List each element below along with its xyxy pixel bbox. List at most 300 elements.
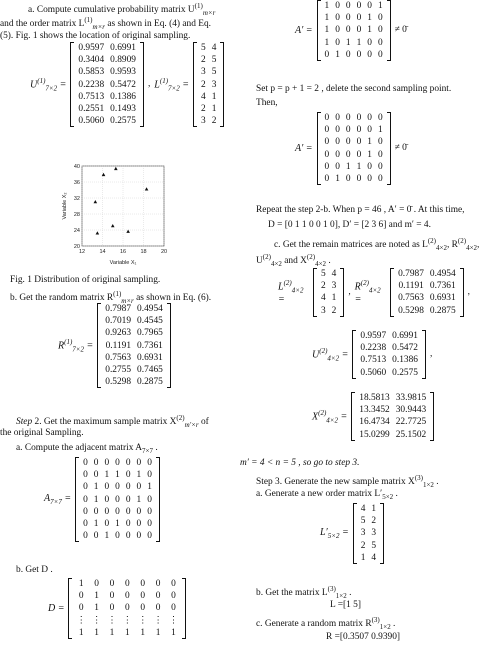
matrix-row	[357, 330, 421, 342]
matrix-cell: 2	[331, 305, 337, 316]
matrix-cell: 1	[93, 519, 99, 530]
set-p-line: Set p = p + 1 = 2 , delete the second sampling point.	[256, 84, 452, 94]
matrix-cell: 0.9593	[110, 67, 136, 78]
matrix-a	[75, 457, 160, 542]
matrix-cell: 1	[356, 161, 362, 172]
matrix-row	[395, 268, 459, 280]
matrix-cell: 0	[377, 49, 383, 60]
data-point-marker	[96, 231, 100, 234]
matrix-cell: 0	[109, 591, 115, 602]
matrix-row	[322, 124, 386, 136]
matrix-x42	[351, 392, 434, 441]
matrix-cell: 0	[78, 603, 84, 614]
matrix-cell: 0	[115, 506, 120, 517]
matrix-cell: 0	[335, 113, 340, 123]
matrix-row	[80, 457, 155, 469]
matrix-cell: 1	[211, 91, 217, 102]
matrix-cell: 1	[331, 293, 337, 304]
matrix-cell: 0.7513	[78, 91, 105, 102]
matrix-cell: 0	[93, 470, 99, 481]
then-line: Then,	[256, 98, 278, 108]
matrix-row	[198, 54, 219, 66]
matrix-cell: ⋮	[137, 615, 148, 626]
paragraph-c-line2: $U^{(2)}_{4\times 2}$ and $X^{(2)}_{4\times 2}$ .	[256, 253, 331, 268]
matrix-cell: 1	[93, 482, 99, 493]
scatter-plot	[60, 160, 170, 268]
matrix-row	[358, 503, 379, 515]
matrix-cell: 15.0299	[359, 429, 390, 440]
y-tick-label: 28	[73, 212, 80, 218]
matrix-cell: 0	[136, 458, 142, 468]
matrix-cell: 0	[367, 37, 372, 48]
matrix-r42	[390, 268, 464, 317]
matrix-cell: 0	[124, 591, 130, 602]
matrix-cell: 0.6931	[137, 352, 163, 363]
matrix-cell: 0	[367, 125, 372, 136]
matrix-l	[193, 42, 224, 127]
matrix-cell: 0	[324, 113, 330, 123]
matrix-row	[75, 42, 139, 54]
matrix-cell: 0.9263	[105, 328, 132, 339]
matrix-row	[356, 404, 429, 416]
a-prime-equation-1: A′ = 1 0 0 0 0 1 1 0 0 0 1 0 1 0 0 0 1 0 1 0 1 1 0 0 0 1 0 0 0 0 ≠ 0̄	[295, 1, 407, 60]
matrix-r	[97, 303, 171, 388]
matrix-row	[198, 66, 219, 78]
matrix-cell: 0	[147, 531, 152, 542]
matrix-l42	[313, 268, 344, 317]
matrix-cell: 13.3452	[359, 405, 390, 416]
matrix-cell: 3	[331, 281, 337, 292]
matrix-row	[356, 416, 429, 428]
x-tick-label: 20	[160, 249, 168, 255]
matrix-cell: 0	[109, 579, 115, 589]
y-tick-label: 40	[73, 164, 80, 170]
x-tick-label: 14	[99, 249, 106, 255]
matrix-cell: ⋮	[91, 615, 102, 626]
paragraph-c-line1: c. Get the remain matrices are noted as $L^{(2)}_{4\times 2}$, $R^{(2)}_{4\times 2}$	[274, 237, 478, 252]
matrix-cell: 4	[371, 552, 377, 563]
matrix-cell: 0	[124, 579, 130, 589]
matrix-cell: 1	[345, 37, 351, 48]
matrix-cell: 0	[356, 25, 362, 36]
matrix-cell: 0	[125, 531, 131, 542]
matrix-cell: 0.5472	[392, 343, 418, 354]
matrix-cell: 1	[367, 149, 372, 160]
matrix-cell: 0	[140, 579, 146, 589]
matrix-cell: 0	[93, 506, 99, 517]
l3-value: L =[1 5]	[330, 600, 361, 610]
matrix-cell: 0.4954	[137, 304, 163, 314]
matrix-cell: 4	[201, 91, 206, 102]
matrix-cell: 0	[155, 603, 161, 614]
matrix-cell: 1	[324, 25, 330, 36]
matrix-row	[75, 91, 139, 103]
matrix-row	[102, 364, 166, 376]
data-point-marker	[102, 173, 106, 176]
matrix-cell: 1	[147, 482, 152, 493]
matrix-cell: 0.6991	[110, 43, 136, 53]
matrix-a-prime-1	[317, 0, 391, 61]
x-tick-label: 16	[119, 249, 127, 255]
matrix-cell: 2	[201, 104, 206, 115]
left-column	[0, 0, 237, 650]
matrix-cell: 1	[335, 174, 340, 185]
matrix-cell: 4	[320, 293, 326, 304]
matrix-cell: 1	[335, 49, 340, 60]
matrix-row	[73, 602, 181, 614]
matrix-row	[357, 367, 421, 379]
matrix-cell: 1	[171, 627, 176, 638]
matrix-row	[80, 481, 155, 493]
matrix-cell: 1	[377, 1, 383, 11]
matrix-cell: 1	[93, 494, 99, 505]
matrix-cell: 0	[147, 519, 152, 530]
matrix-cell: 2	[201, 79, 206, 90]
matrix-cell: 0	[377, 137, 383, 148]
matrix-cell: 0	[356, 13, 362, 24]
matrix-cell: 0	[93, 458, 99, 468]
matrix-cell: 0	[345, 174, 351, 185]
matrix-cell: 1	[324, 37, 330, 48]
matrix-cell: 0	[83, 531, 88, 542]
matrix-cell: 0	[377, 149, 383, 160]
matrix-cell: 2	[320, 281, 326, 292]
l-prime-equation: $L'_{5\times 2}$ = 4 1 5 2 3 3 2 5 1 4	[320, 503, 384, 564]
matrix-row	[198, 79, 219, 91]
matrix-cell: 0.7465	[137, 365, 163, 376]
matrix-cell: 2	[371, 516, 377, 527]
matrix-cell: ⋮	[168, 615, 179, 626]
matrix-row	[102, 327, 166, 339]
right-column	[240, 0, 478, 650]
matrix-row	[75, 54, 139, 66]
step3-line: Step 3. Generate the new sample matrix $X^{(3)}_{1\times 2}$ .	[256, 474, 439, 489]
repeat-line: Repeat the step 2-b. When p = 46 , A′ = 0̄ . At this time,	[256, 205, 465, 215]
matrix-cell: 0	[335, 25, 340, 36]
matrix-cell: 0	[78, 591, 84, 602]
matrix-u42	[352, 330, 426, 379]
matrix-row	[75, 115, 139, 127]
matrix-cell: 1	[140, 627, 146, 638]
matrix-cell: ⋮	[153, 615, 163, 626]
matrix-cell: 0	[136, 519, 142, 530]
matrix-u	[70, 42, 144, 127]
matrix-row	[73, 627, 181, 639]
matrix-row	[102, 340, 166, 352]
matrix-cell: 0.2755	[105, 365, 132, 376]
matrix-cell: 0	[335, 1, 340, 11]
matrix-row	[75, 66, 139, 78]
matrix-cell: 0	[377, 13, 383, 24]
matrix-cell: 0.1191	[398, 281, 424, 292]
matrix-row	[318, 305, 339, 317]
matrix-row	[322, 161, 386, 173]
step2-line1: Step 2. Get the maximum sample matrix $X^{(2)}_{m'\times r}$ of	[16, 414, 209, 429]
matrix-cell: 0	[377, 174, 383, 185]
matrix-cell: 0.2551	[78, 104, 105, 115]
step2-line2: the original Sampling.	[0, 428, 84, 438]
matrix-cell: 1	[104, 531, 110, 542]
r-equation: $R^{(1)}_{7\times 2}$ = 0.7987 0.4954 0.7019 0.4545 0.9263 0.7965 0.1191 0.7361 0.7563 0.6931 0.2755 0.7465 0.5298 0.2875	[58, 303, 171, 388]
matrix-row	[75, 103, 139, 115]
paragraph-a-line2: and the order matrix $L^{(1)}_{m\times r}$ as shown in Eq. (4) and Eq.	[0, 16, 212, 31]
matrix-cell: 0	[345, 125, 351, 136]
matrix-cell: 0.5060	[78, 116, 105, 127]
matrix-row	[357, 354, 421, 366]
matrix-row	[358, 552, 379, 564]
a-equation: $A_{7\times 7}$ = 0 0 0 0 0 0 0 0 0 1 1 0 1 0 0 1 0 0 0 0 1 0 1 0 0 0 1 0 0 0 0 0 0 0 0 0 1 0 1 0 0 0 0 0 1 0 0 0 0	[44, 457, 160, 542]
matrix-cell: 0	[147, 470, 152, 481]
matrix-cell: 0.7563	[398, 293, 424, 304]
data-point-marker	[145, 187, 149, 190]
a-prime-equation-2: A′ = 0 0 0 0 0 0 0 0 0 0 0 1 0 0 0 0 1 0 0 0 0 0 1 0 0 0 1 1 0 0 0 1 0 0 0 0 ≠ 0̄	[295, 113, 407, 185]
matrix-cell: 1	[104, 470, 110, 481]
matrix-cell: 0	[136, 482, 142, 493]
matrix-cell: 0	[377, 113, 383, 123]
matrix-cell: 18.5813	[359, 393, 390, 403]
matrix-cell: 0.6991	[392, 331, 418, 341]
matrix-cell: 0	[324, 125, 330, 136]
matrix-cell: 0	[115, 458, 120, 468]
matrix-cell: 0	[377, 161, 383, 172]
matrix-cell: 3	[201, 116, 206, 127]
matrix-cell: 5	[211, 55, 217, 66]
matrix-cell: 1	[115, 519, 120, 530]
matrix-a-prime-2	[317, 112, 391, 185]
matrix-cell: 0.5472	[110, 79, 136, 90]
matrix-cell: 0	[155, 579, 161, 589]
matrix-cell: 1	[211, 104, 217, 115]
matrix-cell: 0	[125, 519, 131, 530]
matrix-row	[102, 376, 166, 388]
y-tick-label: 36	[73, 180, 80, 186]
matrix-cell: 33.9815	[395, 393, 427, 403]
matrix-cell: ⋮	[122, 615, 132, 626]
data-point-marker	[111, 224, 115, 227]
data-point-marker	[114, 167, 118, 170]
matrix-row	[80, 530, 155, 542]
matrix-cell: 0	[115, 494, 120, 505]
matrix-cell: 1	[367, 25, 372, 36]
matrix-cell: 0	[356, 174, 362, 185]
matrix-cell: 1	[78, 627, 84, 638]
matrix-row	[358, 527, 379, 539]
matrix-cell: 1	[324, 13, 330, 24]
matrix-cell: 0	[140, 591, 146, 602]
matrix-row	[80, 518, 155, 530]
matrix-cell: 1	[136, 470, 142, 481]
matrix-row	[357, 342, 421, 354]
matrix-cell: 0	[93, 531, 99, 542]
matrix-cell: 0	[104, 458, 110, 468]
x-tick-label: 12	[78, 249, 86, 255]
matrix-cell: 1	[155, 627, 161, 638]
matrix-cell: 0	[377, 25, 383, 36]
x-remain-equation: $X^{(2)}_{4\times 2}$ = 18.5813 33.9815 13.3452 30.9443 16.4734 22.7725 15.0299 25.1502	[312, 392, 434, 441]
matrix-cell: 0.8909	[110, 55, 136, 66]
matrix-row	[102, 303, 166, 315]
matrix-cell: 0	[324, 174, 330, 185]
matrix-row	[322, 0, 386, 12]
matrix-cell: 2	[201, 55, 206, 66]
matrix-cell: 1	[115, 470, 120, 481]
matrix-cell: 0.7965	[137, 328, 163, 339]
matrix-row	[198, 103, 219, 115]
matrix-row	[73, 590, 181, 602]
y-tick-label: 24	[73, 228, 80, 234]
m-prime-line: m′ = 4 < n = 5 , so go to step 3.	[240, 458, 360, 468]
y-tick-label: 32	[73, 196, 80, 202]
matrix-cell: 0.1386	[110, 91, 136, 102]
paragraph-a-line3: (5). Fig. 1 shows the location of original sampling.	[0, 31, 191, 41]
matrix-cell: 1	[377, 125, 383, 136]
matrix-cell: 2	[211, 116, 217, 127]
matrix-cell: 0	[83, 506, 88, 517]
matrix-cell: 0	[377, 37, 383, 48]
matrix-cell: 0	[171, 591, 176, 602]
matrix-cell: 0	[136, 506, 142, 517]
matrix-cell: 0	[83, 519, 88, 530]
matrix-row	[75, 79, 139, 91]
matrix-l-prime	[353, 503, 384, 564]
matrix-cell: 0	[125, 482, 131, 493]
matrix-cell: 1	[324, 1, 330, 11]
matrix-cell: 0	[171, 603, 176, 614]
matrix-cell: 0	[345, 137, 351, 148]
matrix-cell: 0.2575	[110, 116, 136, 127]
matrix-cell: 0	[109, 603, 115, 614]
paragraph-compute-a: a. Compute the adjacent matrix $A_{7\times 7}$ .	[16, 443, 158, 455]
matrix-row	[395, 292, 459, 304]
matrix-cell: 0	[104, 519, 110, 530]
matrix-row	[73, 615, 181, 627]
matrix-cell: 5	[211, 67, 217, 78]
matrix-cell: 1	[94, 591, 99, 602]
matrix-cell: 0.2875	[137, 377, 163, 388]
matrix-cell: 0	[356, 1, 362, 11]
matrix-row	[318, 280, 339, 292]
scatter-figure	[60, 160, 170, 268]
matrix-cell: 0	[104, 494, 110, 505]
matrix-cell: 1	[78, 579, 84, 589]
matrix-cell: 0	[367, 1, 372, 11]
step3-b-line: b. Get the matrix $L^{(3)}_{1\times 2}$ .	[256, 585, 352, 600]
dp-line: D = [0 1 1 0 0 1 0], D′ = [2 3 6] and m′ = 4.	[268, 220, 431, 230]
matrix-cell: 4	[360, 504, 366, 514]
matrix-cell: 0	[335, 137, 340, 148]
matrix-cell: 0	[367, 174, 372, 185]
matrix-cell: 0.2575	[392, 367, 418, 378]
matrix-cell: 0.2238	[360, 343, 387, 354]
matrix-cell: 0	[324, 149, 330, 160]
matrix-cell: 25.1502	[395, 429, 427, 440]
matrix-cell: 1	[360, 552, 366, 563]
u-l-equation: $U^{(1)}_{7\times 2}$ = 0.9597 0.6991 0.3404 0.8909 0.5853 0.9593 0.2238 0.5472 0.7513 0.1386 0.2551 0.1493 0.5060 0.2575 , $L^{(1)}_{7\times 2}$ = 5 4 2 5 3 5 2 3 4 1 2 1 3 2	[30, 42, 224, 127]
matrix-row	[318, 292, 339, 304]
matrix-cell: 0	[140, 603, 146, 614]
matrix-cell: 0	[367, 49, 372, 60]
matrix-cell: 0	[83, 494, 88, 505]
matrix-cell: 0	[335, 149, 340, 160]
matrix-row	[102, 352, 166, 364]
matrix-cell: 30.9443	[395, 405, 427, 416]
matrix-cell: 0	[356, 137, 362, 148]
matrix-row	[80, 469, 155, 481]
matrix-row	[198, 115, 219, 127]
matrix-row	[322, 112, 386, 124]
l-r-remain-equation: $L^{(2)}_{4\times 2}$ = 5 4 2 3 4 1 3 2 , $R^{(2)}_{4\times 2}$ = 0.7987 0.4954 0.1191 0.7361 0.7563 0.6931 0.5298 0.2875 ,	[278, 269, 470, 316]
matrix-cell: 0.1493	[110, 104, 136, 115]
matrix-row	[80, 506, 155, 518]
matrix-cell: 0.3404	[78, 55, 105, 66]
matrix-cell: 0	[125, 494, 131, 505]
matrix-cell: 0.5853	[78, 67, 105, 78]
matrix-cell: 0.1191	[105, 340, 132, 351]
matrix-cell: 1	[367, 137, 372, 148]
matrix-cell: 0.4545	[137, 316, 163, 327]
matrix-row	[322, 136, 386, 148]
matrix-row	[356, 392, 429, 404]
matrix-cell: 5	[320, 269, 326, 279]
matrix-cell: 3	[360, 528, 366, 539]
paragraph-a-line1: a. Compute cumulative probability matrix $U^{(1)}_{m\times r}$	[28, 2, 216, 17]
matrix-row	[322, 149, 386, 161]
x-axis-label: Variable X₁	[109, 260, 137, 266]
matrix-row	[322, 37, 386, 49]
matrix-cell: 0	[155, 591, 161, 602]
matrix-cell: 0	[324, 49, 330, 60]
matrix-cell: 1	[109, 627, 115, 638]
matrix-cell: 3	[320, 305, 326, 316]
matrix-cell: 0.2875	[429, 305, 456, 316]
matrix-cell: 0.7019	[105, 316, 132, 327]
matrix-cell: 0	[356, 113, 362, 123]
matrix-cell: 0.7987	[105, 304, 132, 314]
matrix-cell: 4	[211, 43, 217, 53]
matrix-row	[322, 24, 386, 36]
matrix-row	[198, 42, 219, 54]
paragraph-get-d: b. Get D .	[16, 565, 53, 575]
matrix-row	[358, 515, 379, 527]
u-remain-equation: $U^{(2)}_{4\times 2}$ = 0.9597 0.6991 0.2238 0.5472 0.7513 0.1386 0.5060 0.2575 ,	[312, 331, 433, 378]
x-tick-label: 18	[140, 249, 147, 255]
matrix-cell: 2	[360, 540, 366, 551]
matrix-cell: 0	[83, 470, 88, 481]
paragraph-b: b. Get the random matrix $R^{(1)}_{m\times r}$ as shown in Eq. (6).	[10, 290, 212, 305]
matrix-cell: 0.4954	[429, 269, 456, 279]
matrix-cell: 0	[356, 149, 362, 160]
matrix-cell: 0.5298	[105, 377, 132, 388]
matrix-cell: 0	[147, 494, 152, 505]
matrix-row	[356, 429, 429, 441]
matrix-cell: 0	[356, 125, 362, 136]
matrix-cell: ⋮	[107, 615, 117, 626]
matrix-cell: 0	[94, 579, 99, 589]
matrix-cell: 0	[171, 579, 176, 589]
matrix-cell: ⋮	[76, 615, 86, 626]
matrix-cell: 0	[324, 161, 330, 172]
matrix-cell: 5	[360, 516, 366, 527]
matrix-cell: 0	[136, 531, 142, 542]
matrix-cell: 1	[371, 504, 377, 514]
matrix-cell: 0	[124, 603, 130, 614]
matrix-cell: 0	[335, 13, 340, 24]
matrix-cell: 1	[356, 37, 362, 48]
matrix-cell: 3	[201, 67, 206, 78]
matrix-row	[322, 12, 386, 24]
matrix-cell: 5	[201, 43, 206, 53]
matrix-cell: 0.7513	[360, 355, 387, 366]
